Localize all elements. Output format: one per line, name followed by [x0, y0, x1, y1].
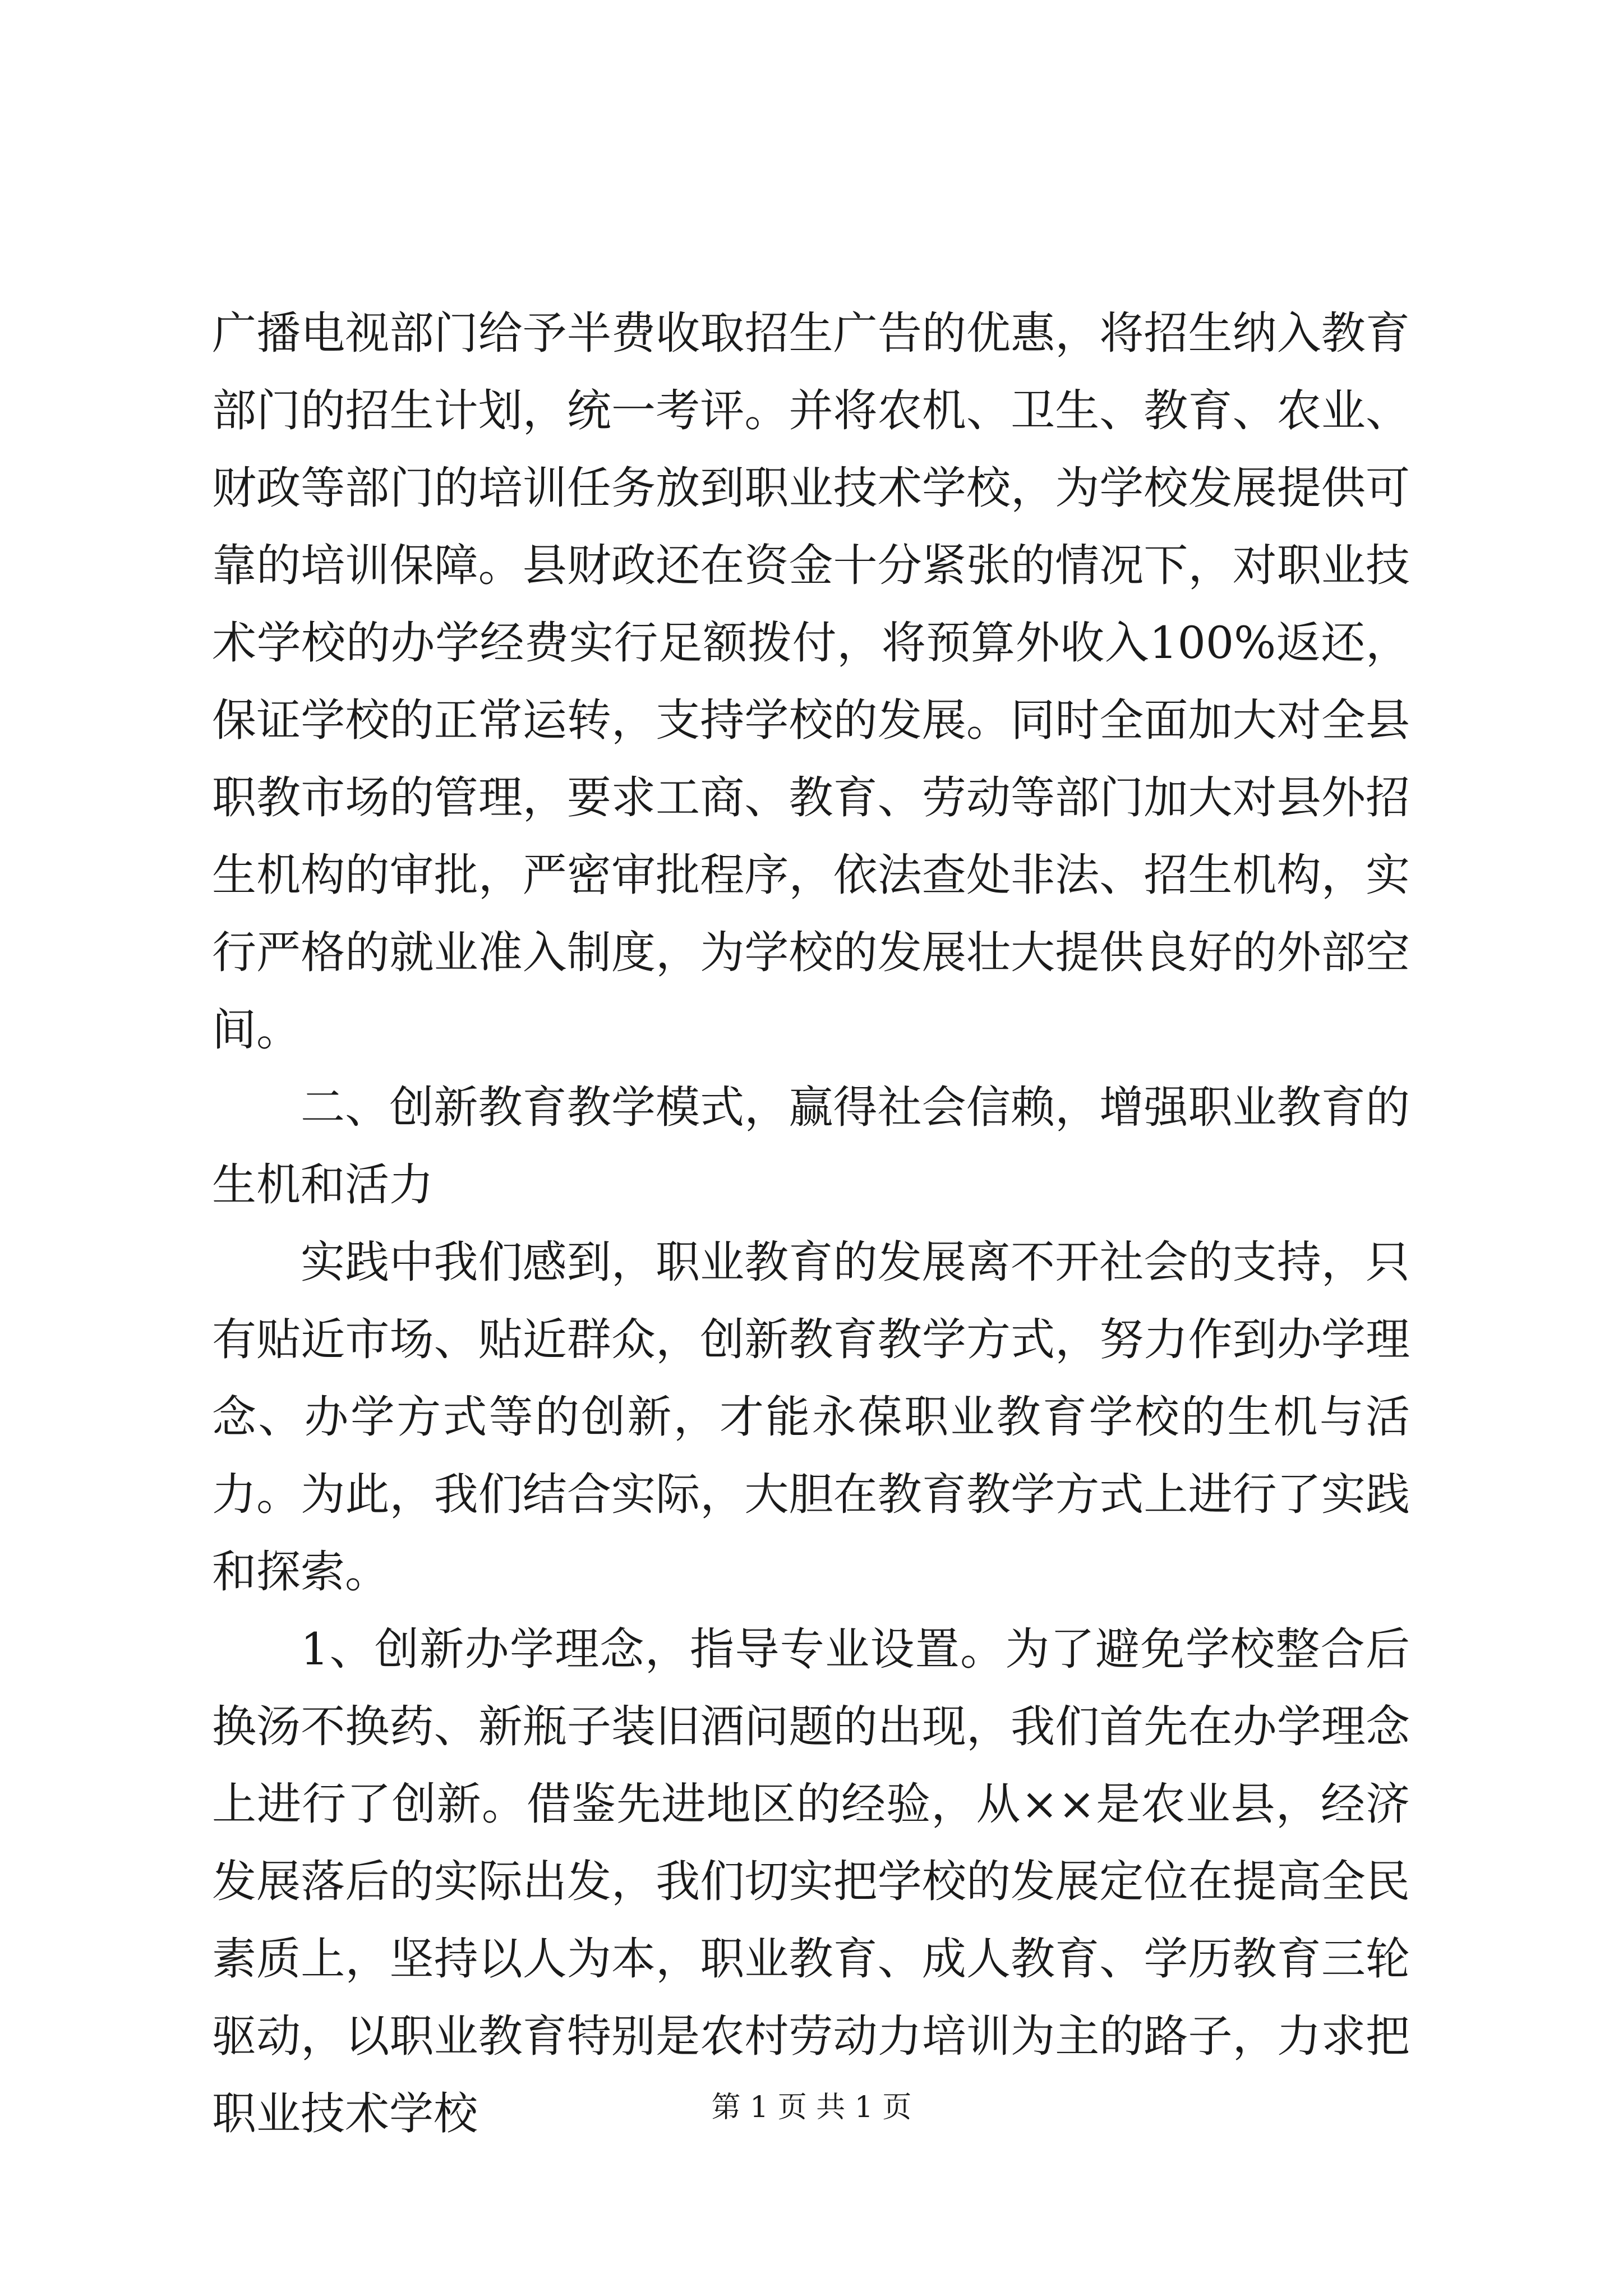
section-heading: 二、创新教育教学模式，赢得社会信赖，增强职业教育的生机和活力 [212, 1082, 1410, 1211]
paragraph: 1、创新办学理念，指导专业设置。为了避免学校整合后换汤不换药、新瓶子装旧酒问题的出现，我们首先在办学理念上进行了创新。借鉴先进地区的经验，从××是农业县，经济发展落后的实际出发，我们切实把学校的发展定位在提高全民素质上，坚持以人为本，职业教育、成人教育、学历教育三轮驱动，以职业教育特别是农村劳动力培训为主的路子，力求把职业技术学校 [212, 1623, 1410, 2139]
paragraph-continued: 广播电视部门给予半费收取招生广告的优惠，将招生纳入教育部门的招生计划，统一考评。并将农机、卫生、教育、农业、财政等部门的培训任务放到职业技术学校，为学校发展提供可靠的培训保障。县财政还在资金十分紧张的情况下，对职业技术学校的办学经费实行足额拨付，将预算外收入100%返还，保证学校的正常运转，支持学校的发展。同时全面加大对全县职教市场的管理，要求工商、教育、劳动等部门加大对县外招生机构的审批，严密审批程序，依法查处非法、招生机构，实行严格的就业准入制度，为学校的发展壮大提供良好的外部空间。 [212, 307, 1410, 1056]
document-body [212, 295, 1410, 2152]
page-number-footer: 第 1 页 共 1 页 [711, 2091, 912, 2124]
paragraph: 实践中我们感到，职业教育的发展离不开社会的支持，只有贴近市场、贴近群众，创新教育教学方式，努力作到办学理念、办学方式等的创新，才能永葆职业教育学校的生机与活力。为此，我们结合实际，大胆在教育教学方式上进行了实践和探索。 [212, 1236, 1410, 1598]
